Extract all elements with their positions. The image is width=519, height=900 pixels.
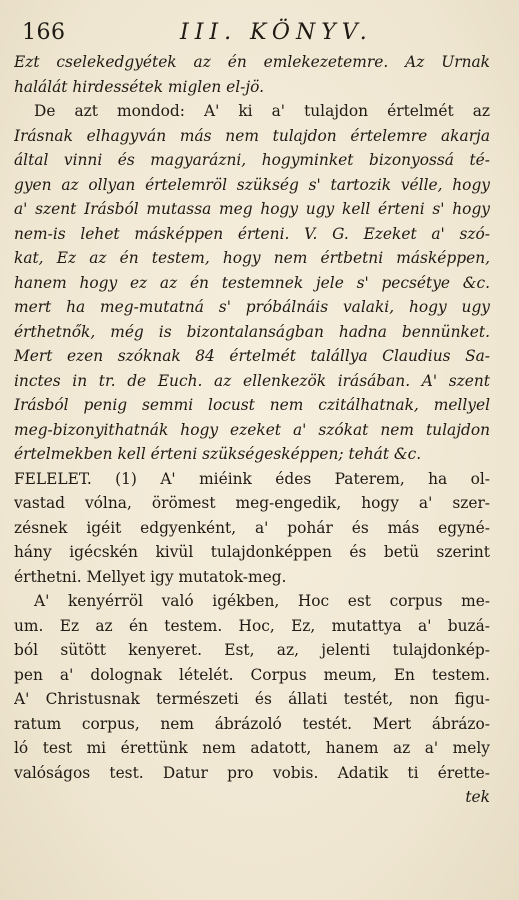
text-line: valóságos test. Datur pro vobis. Adatik ti érette- (14, 763, 490, 782)
text-line: Ezt cselekedgyétek az én emlekezetemre. Az Urnak (14, 53, 490, 71)
text-line: érthetnők, még is bizontalanságban hadna bennünket. (14, 322, 490, 341)
text-line: A' kenyérröl való igékben, Hoc est corpus me- (34, 592, 490, 610)
text-line: Mert ezen szóknak 84 értelmét talállya Claudius Sa- (14, 347, 490, 365)
body-text (14, 50, 490, 810)
running-head: III. KÖNYV. (180, 20, 373, 45)
text-line: FELELET. (1) A' miéink édes Paterem, ha ol- (14, 469, 490, 488)
text-line: um. Ez az én testem. Hoc, Ez, mutattya a' buzá- (14, 616, 490, 635)
text-line: mert ha meg-mutatná s' próbálnáis valaki, hogy ugy (14, 298, 490, 316)
page-number: 166 (22, 20, 66, 45)
text-line: meg-bizonyithatnák hogy ezeket a' szókat nem tulajdon (14, 420, 490, 439)
text-line: értelmekben kell érteni szükségesképpen; tehát &c. (14, 445, 422, 463)
text-line: halálát hirdessétek miglen el-jö. (14, 77, 265, 96)
text-line: vastad vólna, örömest meg-engedik, hogy a' szer- (14, 494, 490, 512)
text-line: tek (465, 788, 490, 806)
page-header (20, 20, 499, 50)
text-line: ló test mi érettünk nem adatott, hanem az a' mely (14, 739, 490, 757)
text-line: pen a' dolognak lételét. Corpus meum, En testem. (14, 665, 490, 684)
text-line: hány igécskén kivül tulajdonképpen és betü szerint (14, 543, 490, 561)
text-line: inctes in tr. de Euch. az ellenkezök irásában. A' szent (14, 371, 490, 390)
text-line: kat, Ez az én testem, hogy nem értbetni másképpen, (14, 249, 490, 267)
text-line: ból sütött kenyeret. Est, az, jelenti tulajdonkép- (14, 641, 490, 659)
text-line: nem-is lehet másképpen érteni. V. G. Ezeket a' szó- (14, 224, 490, 243)
text-line: A' Christusnak természeti és állati testét, non figu- (14, 690, 490, 708)
text-line: által vinni és magyarázni, hogyminket bizonyossá té- (14, 151, 490, 169)
text-line: De azt mondod: A' ki a' tulajdon értelmét az (34, 102, 490, 120)
text-line: a' szent Irásból mutassa meg hogy ugy kell érteni s' hogy (14, 200, 490, 218)
text-line: ratum corpus, nem ábrázoló testét. Mert ábrázo- (14, 714, 490, 733)
text-line: Irásból penig semmi locust nem czitálhatnak, mellyel (14, 396, 490, 414)
text-line: érthetni. Mellyet igy mutatok-meg. (14, 567, 287, 586)
text-line: hanem hogy ez az én testemnek jele s' pecsétye &c. (14, 273, 490, 292)
text-line: Irásnak elhagyván más nem tulajdon értelemre akarja (14, 126, 490, 145)
text-line: zésnek igéit edgyenként, a' pohár és más egyné- (14, 518, 490, 537)
text-line: gyen az ollyan értelemröl szükség s' tartozik vélle, hogy (14, 175, 490, 194)
